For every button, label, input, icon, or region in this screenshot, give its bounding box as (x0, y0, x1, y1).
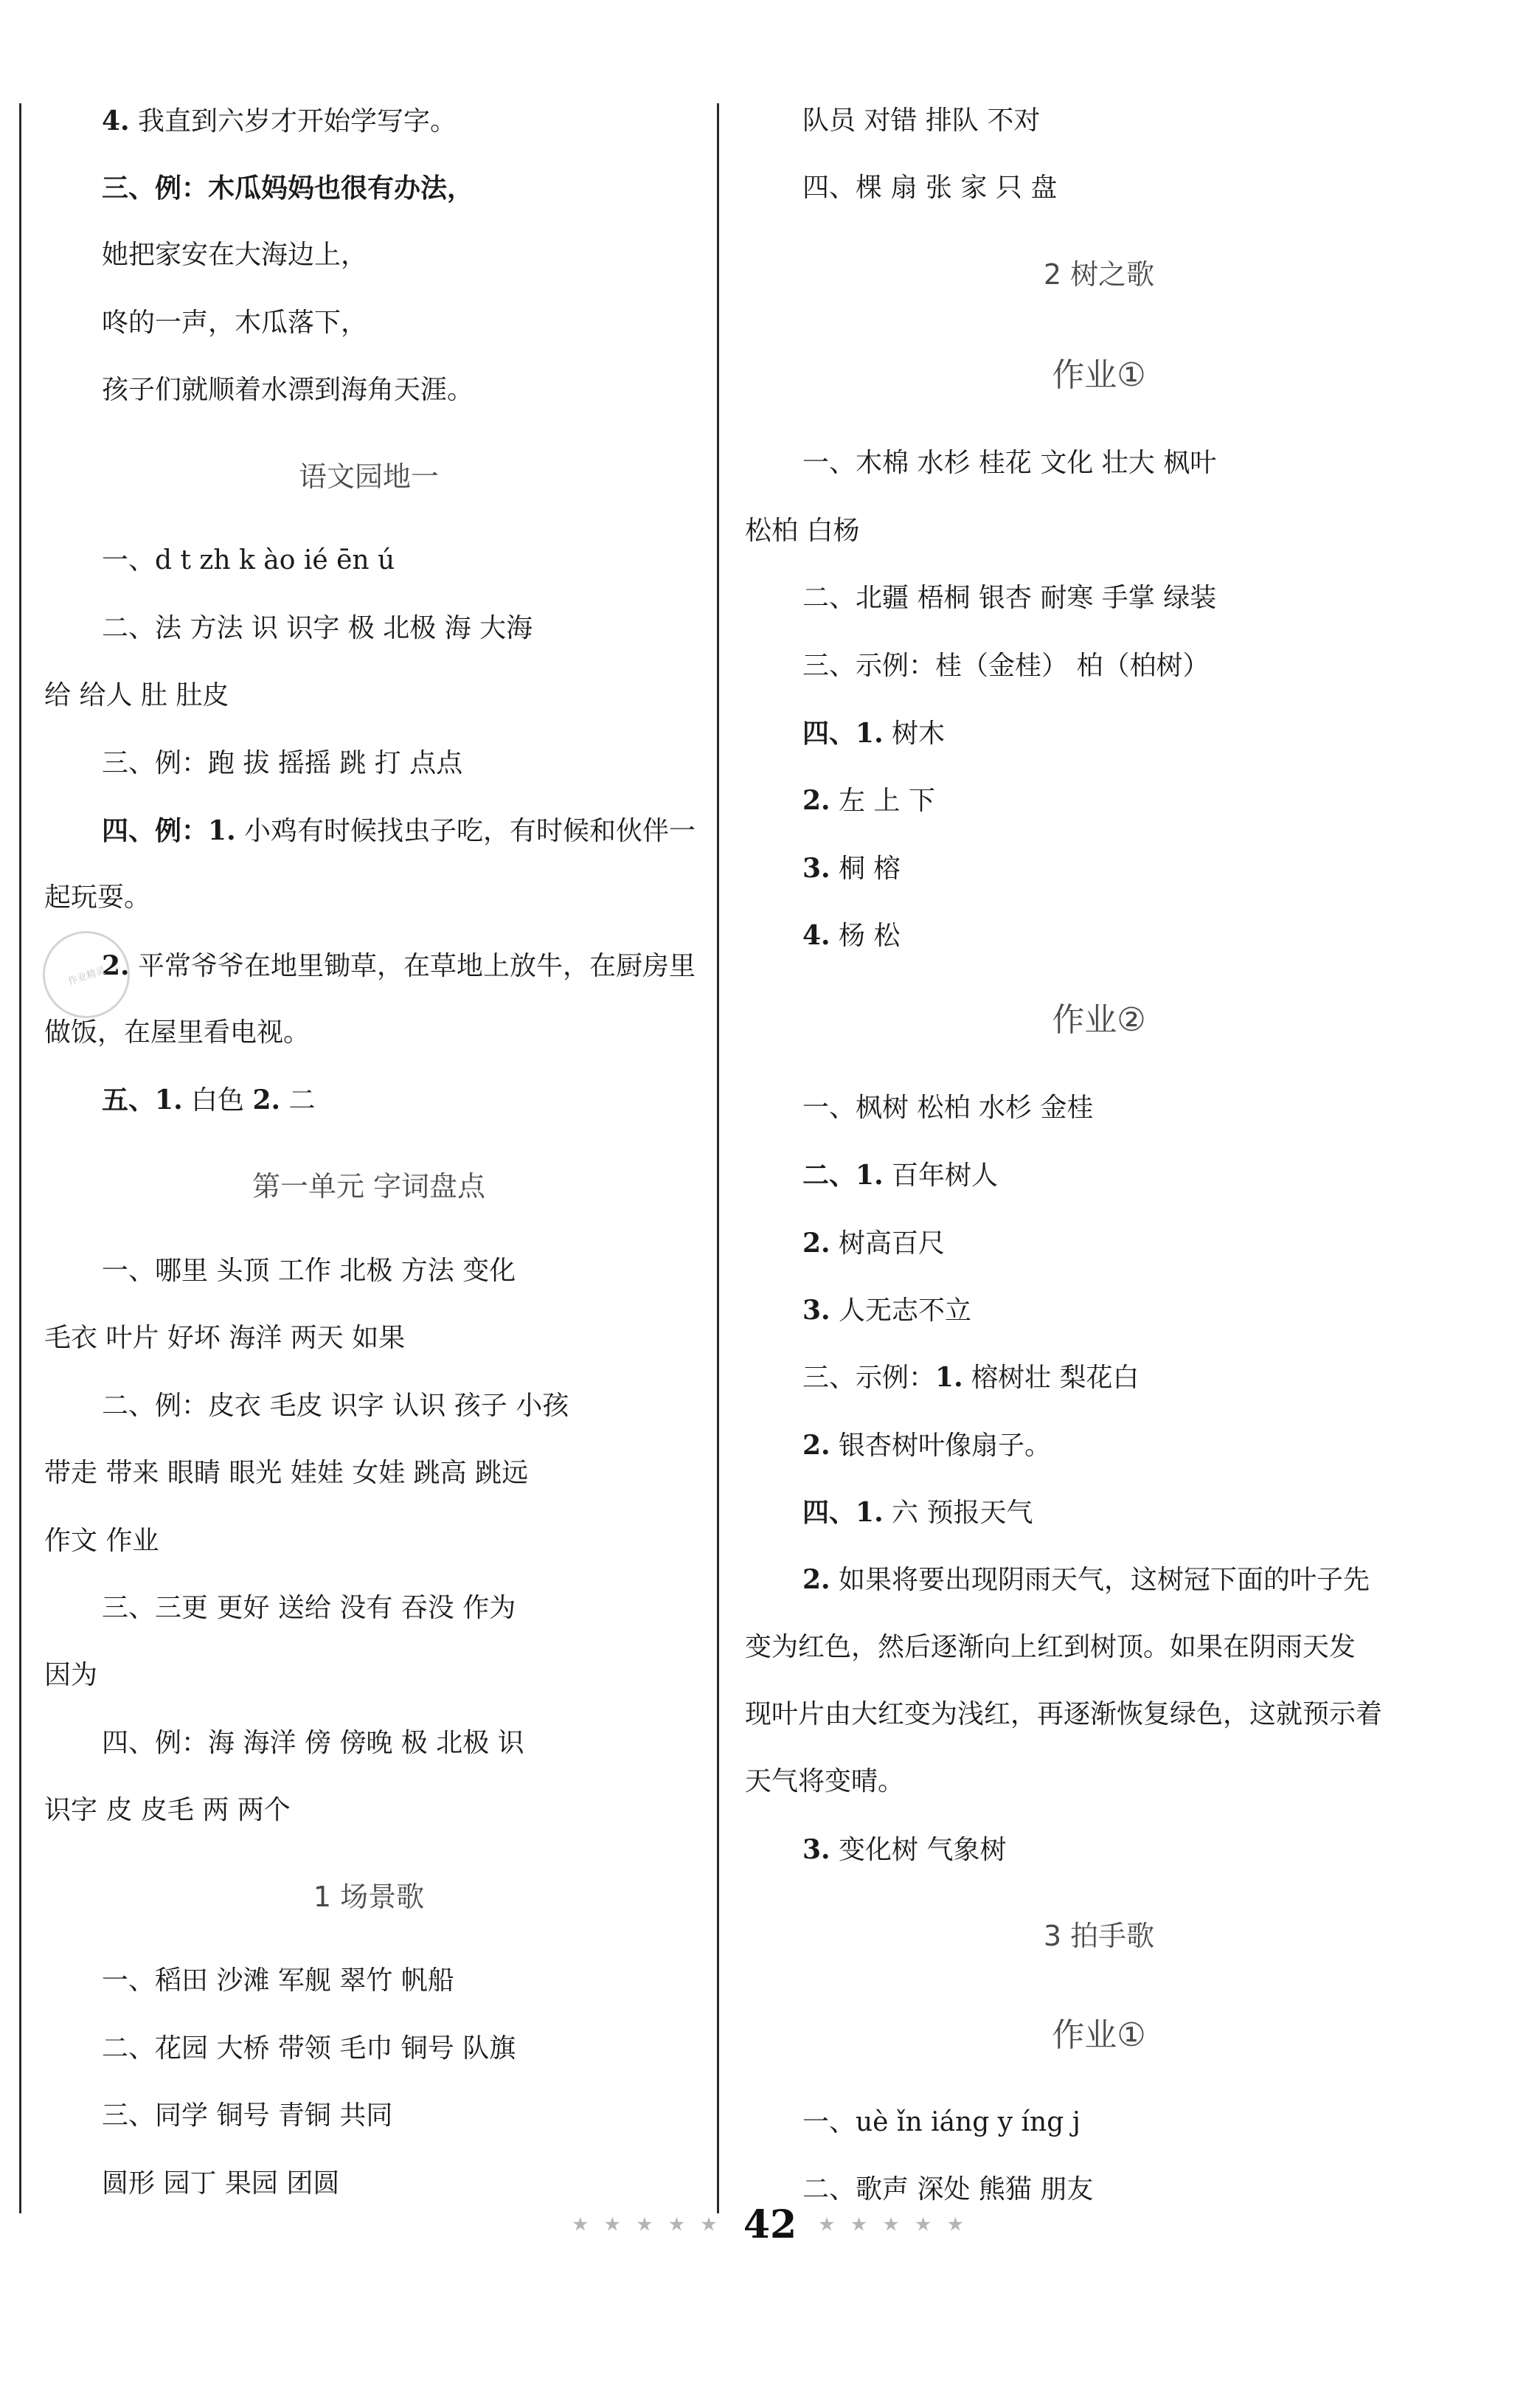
answer-line: 圆形 园丁 果园 团圆 (102, 2168, 340, 2199)
answer-line: 3. 人无志不立 (802, 1295, 972, 1326)
section-heading: 第一单元 字词盘点 (252, 1170, 486, 1203)
answer-line: 三、同学 铜号 青铜 共同 (102, 2100, 393, 2131)
answer-line: 2. 如果将要出现阴雨天气，这树冠下面的叶子先 (802, 1564, 1370, 1595)
left-margin-rule (19, 103, 21, 2213)
answer-line: 3. 变化树 气象树 (802, 1834, 1007, 1865)
answer-line: 2. 银杏树叶像扇子。 (802, 1430, 1052, 1461)
column-divider (717, 103, 719, 2213)
answer-line: 四、1. 树木 (802, 718, 946, 749)
lesson-heading: 1 场景歌 (313, 1881, 425, 1913)
answer-line: 五、1. 白色 2. 二 (102, 1085, 316, 1116)
answer-line: 二、1. 百年树人 (802, 1160, 999, 1191)
answer-line: 二、北疆 梧桐 银杏 耐寒 手掌 绿装 (802, 583, 1217, 613)
homework-heading: 作业① (1052, 2016, 1146, 2054)
homework-heading: 作业② (1052, 1001, 1146, 1039)
answer-line: 一、uè ǐn iáng y íng j (802, 2107, 1081, 2137)
answer-line: 2. 树高百尺 (802, 1228, 946, 1259)
answer-line: 二、法 方法 识 识字 极 北极 海 大海 (102, 613, 533, 643)
answer-line: 现叶片由大红变为浅红，再逐渐恢复绿色，这就预示着 (745, 1699, 1383, 1729)
answer-line: 天气将变晴。 (745, 1766, 905, 1796)
answer-line: 2. 平常爷爷在地里锄草，在草地上放牛，在厨房里 (102, 950, 696, 981)
answer-line: 作文 作业 (44, 1526, 159, 1556)
answer-line: 二、花园 大桥 带领 毛巾 铜号 队旗 (102, 2033, 516, 2064)
lesson-heading: 2 树之歌 (1043, 258, 1155, 291)
answer-line: 三、例：木瓜妈妈也很有办法， (102, 173, 474, 204)
page-footer (0, 2202, 1540, 2247)
answer-line: 一、木棉 水杉 桂花 文化 壮大 枫叶 (802, 448, 1217, 478)
star-decoration-left: ★ ★ ★ ★ ★ (572, 2213, 722, 2236)
answer-line: 孩子们就顺着水漂到海角天涯。 (102, 375, 474, 405)
answer-line: 三、示例：桂（金桂） 柏（柏树） (802, 651, 1210, 681)
answer-line: 松柏 白杨 (745, 516, 860, 546)
answer-line: 她把家安在大海边上， (102, 240, 368, 270)
page-number: 42 (743, 2202, 797, 2247)
section-heading: 语文园地一 (298, 460, 439, 493)
lesson-heading: 3 拍手歌 (1043, 1920, 1155, 1952)
answer-line: 起玩耍。 (44, 882, 151, 913)
answer-line: 4. 我直到六岁才开始学写字。 (102, 106, 457, 136)
answer-line: 毛衣 叶片 好坏 海洋 两天 如果 (44, 1323, 406, 1353)
star-decoration-right: ★ ★ ★ ★ ★ (818, 2213, 968, 2236)
answer-line: 二、歌声 深处 熊猫 朋友 (802, 2174, 1094, 2204)
answer-line: 四、棵 扇 张 家 只 盘 (802, 173, 1058, 203)
answer-line: 二、例：皮衣 毛皮 识字 认识 孩子 小孩 (102, 1391, 569, 1421)
answer-line: 4. 杨 松 (802, 920, 901, 951)
answer-line: 咚的一声，木瓜落下， (102, 308, 368, 338)
answer-line: 做饭，在屋里看电视。 (44, 1017, 311, 1048)
answer-line: 队员 对错 排队 不对 (802, 106, 1041, 136)
answer-line: 四、例：1. 小鸡有时候找虫子吃，有时候和伙伴一 (102, 815, 696, 846)
answer-line: 一、稻田 沙滩 军舰 翠竹 帆船 (102, 1965, 454, 1996)
answer-line: 三、三更 更好 送给 没有 吞没 作为 (102, 1593, 516, 1623)
answer-line: 变为红色，然后逐渐向上红到树顶。如果在阴雨天发 (745, 1632, 1356, 1662)
answer-line: 三、例：跑 拔 摇摇 跳 打 点点 (102, 748, 463, 778)
answer-line: 四、1. 六 预报天气 (802, 1497, 1033, 1528)
answer-line: 识字 皮 皮毛 两 两个 (44, 1795, 291, 1825)
answer-line: 一、哪里 头顶 工作 北极 方法 变化 (102, 1256, 516, 1286)
answer-line: 3. 桐 榕 (802, 853, 901, 884)
answer-line: 给 给人 肚 肚皮 (44, 680, 229, 710)
watermark-stamp: 作业精灵 (32, 920, 142, 1030)
answer-line: 三、示例：1. 榕树壮 梨花白 (802, 1362, 1140, 1393)
homework-heading: 作业① (1052, 356, 1146, 394)
answer-line: 一、枫树 松柏 水杉 金桂 (802, 1093, 1094, 1123)
answer-line: 因为 (44, 1660, 98, 1690)
answer-line: 带走 带来 眼睛 眼光 娃娃 女娃 跳高 跳远 (44, 1458, 529, 1488)
answer-line: 四、例：海 海洋 傍 傍晚 极 北极 识 (102, 1728, 524, 1758)
answer-line: 一、d t zh k ào ié ēn ú (102, 545, 395, 575)
answer-line: 2. 左 上 下 (802, 785, 935, 816)
